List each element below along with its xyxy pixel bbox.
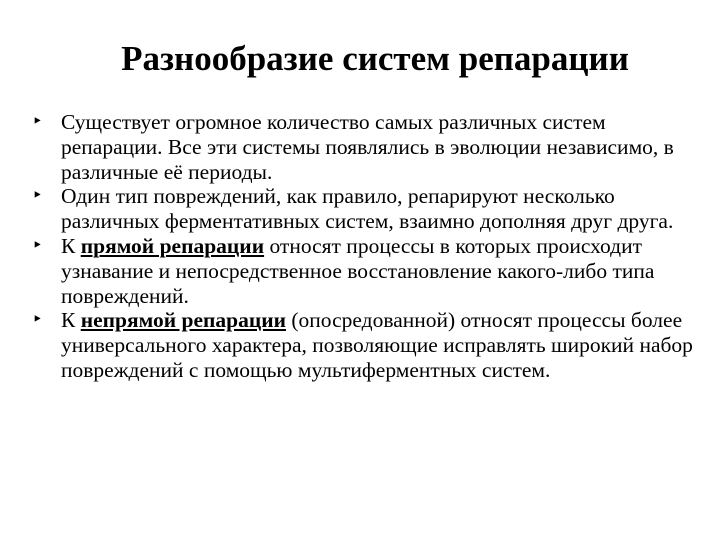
bullet-list [32,110,702,383]
bullet-item [32,184,702,234]
arrowhead-bullet-icon: ‣ [32,111,43,132]
bullet-prefix: К [61,233,81,258]
bullet-text: Существует огромное количество самых различных систем репарации. Все эти системы появлялись в эволюции независимо, в различные её периоды. [61,110,674,184]
arrowhead-bullet-icon: ‣ [32,309,43,331]
bullet-item [32,308,702,382]
key-term: прямой репарации [80,233,265,258]
bullet-prefix: К [61,308,81,333]
bullet-item [32,234,702,308]
arrowhead-bullet-icon: ‣ [32,234,43,256]
bullet-text: Один тип повреждений, как правило, репарируют несколько различных ферментативных систем, взаимно дополняя друг друга. [61,184,674,234]
bullet-suffix: (опосредованной) относят процессы более универсального характера, позволяющие исправлять широкий набор повреждений с помощью мультиферментных систем. [61,308,693,382]
slide-title: Разнообразие систем репарации [121,39,629,78]
key-term: непрямой репарации [80,308,287,333]
bullet-item [32,110,702,184]
bullet-suffix: относят процессы в которых происходит узнавание и непосредственное восстановление какого-либо типа повреждений. [61,233,655,308]
arrowhead-bullet-icon: ‣ [32,185,43,207]
